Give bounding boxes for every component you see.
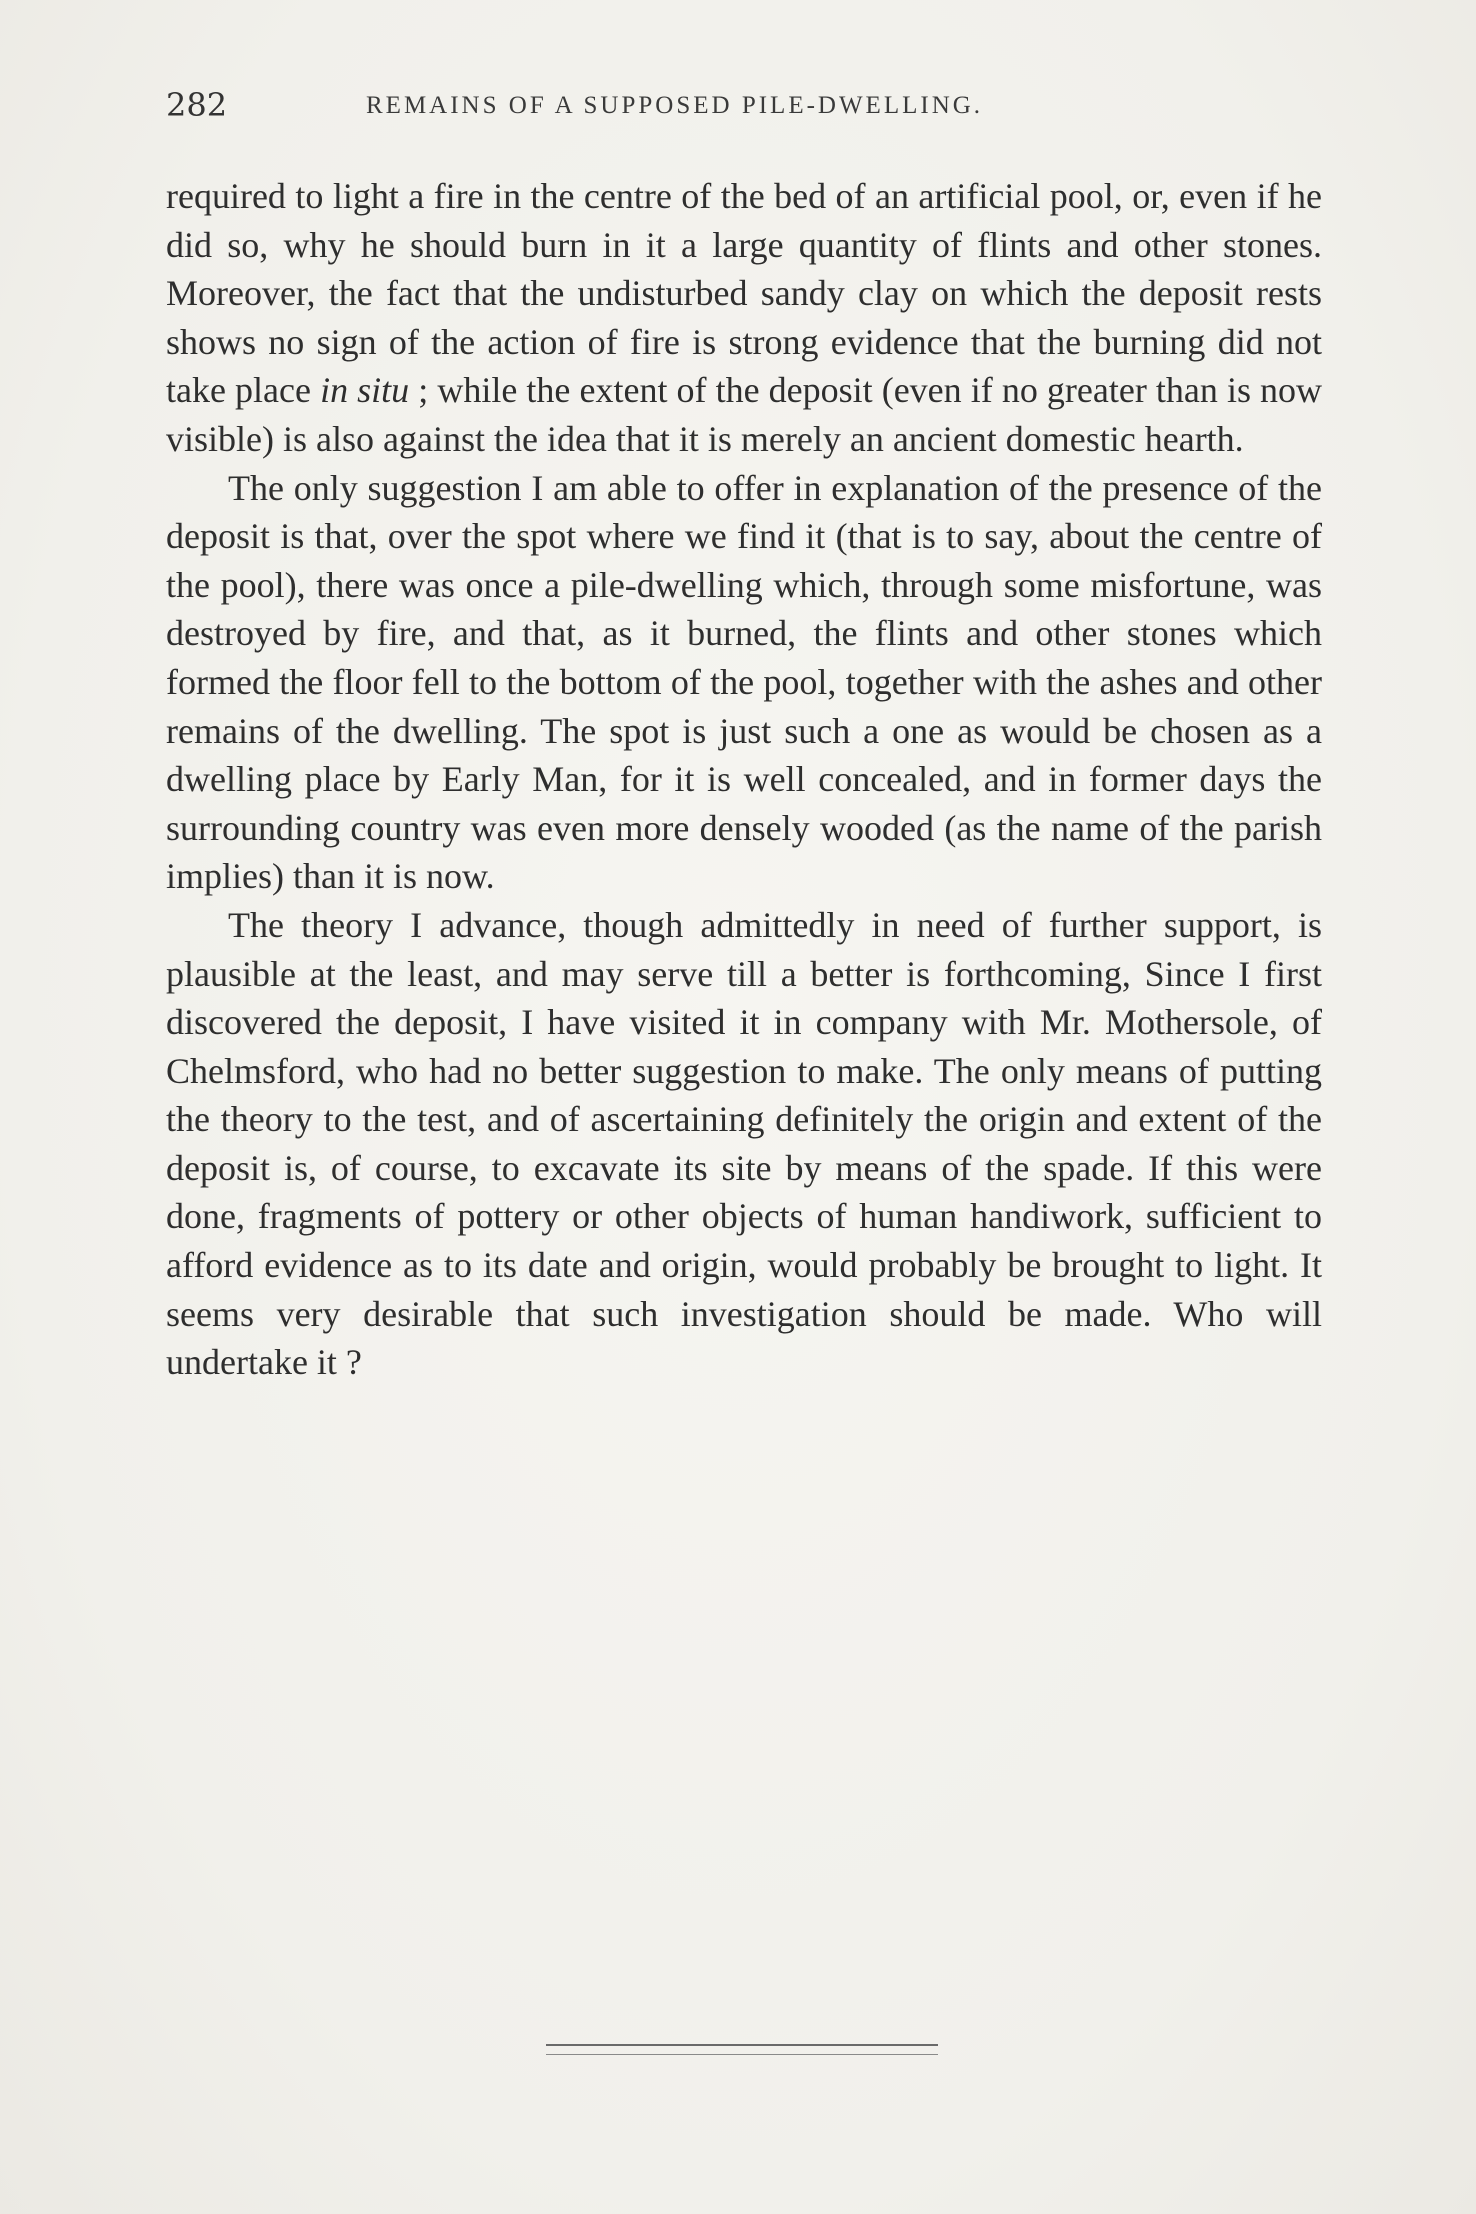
italic-phrase: in situ xyxy=(320,370,410,411)
page-number: 282 xyxy=(166,86,228,124)
paragraph-1-text-a: required to light a fire in the centre of the bed of an artificial pool, or, even if he did so, why he should burn in it a large quantity of flints and other stones. Moreover, the fact that the undisturbed sandy clay on which the deposit rests shows no sign of the action of fire is strong evidence that the burning did not take place xyxy=(166,176,1322,411)
paragraph-3: The theory I advance, though admittedly in need of further support, is plausible at the least, and may serve till a better is forthcoming, Since I first discovered the deposit, I have visited it in company with Mr. Mothersole, of Chelmsford, who had no better suggestion to make. The only means of putting the theory to the test, and of ascertaining definitely the origin and extent of the deposit is, of course, to excavate its site by means of the spade. If this were done, fragments of pottery or other objects of human handiwork, sufficient to afford evidence as to its date and origin, would probably be brought to light. It seems very desirable that such investigation should be made. Who will undertake it ? xyxy=(166,904,1322,1383)
paragraph-2: The only suggestion I am able to offer in explanation of the presence of the deposit is that, over the spot where we find it (that is to say, about the centre of the pool), there was once a pile-dwelling which, through some misfortune, was destroyed by fire, and that, as it burned, the flints and other stones which formed the floor fell to the bottom of the pool, together with the ashes and other remains of the dwelling. The spot is just such a one as would be chosen as a dwelling place by Early Man, for it is well concealed, and in former days the surrounding country was even more densely wooded (as the name of the parish implies) than it is now. xyxy=(166,467,1322,897)
running-title: REMAINS OF A SUPPOSED PILE-DWELLING. xyxy=(366,92,984,119)
body-text xyxy=(166,172,1322,1387)
running-head xyxy=(166,86,1316,126)
end-rule xyxy=(546,2044,938,2055)
paragraph-1 xyxy=(166,172,1322,464)
paragraph-1-text-b: ; while the extent of the deposit (even if no greater than is now visible) is also against the idea that it is merely an ancient domestic hearth. xyxy=(166,370,1323,459)
